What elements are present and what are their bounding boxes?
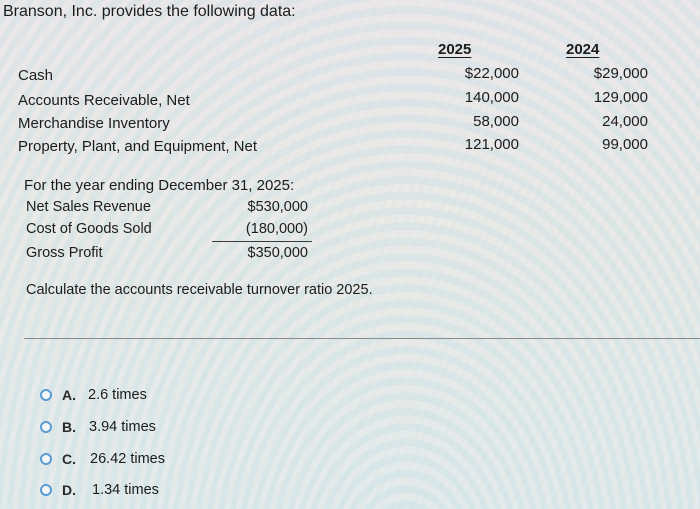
option-text: 1.34 times [92,482,159,498]
radio-button[interactable] [40,484,52,496]
value-2024: 24,000 [602,113,648,130]
income-row-value: (180,000) [245,221,308,237]
intro-text: Branson, Inc. provides the following data: [3,3,296,20]
value-2025: 140,000 [464,89,519,106]
option-text: 26.42 times [90,451,165,467]
radio-button[interactable] [40,453,52,465]
value-2024: 129,000 [593,89,648,106]
divider [24,338,700,339]
option-text: 3.94 times [89,419,156,435]
value-2024: 99,000 [602,136,648,153]
option-letter: A. [62,387,76,403]
row-label: Property, Plant, and Equipment, Net [18,138,258,155]
question-text: Calculate the accounts receivable turnover ratio 2025. [26,282,373,298]
radio-button[interactable] [40,421,52,433]
value-2024: $29,000 [593,65,648,82]
subtotal-rule [212,241,312,242]
income-row-label: Gross Profit [26,245,103,261]
income-row-value: $530,000 [247,199,308,215]
income-row-value: $350,000 [247,245,308,261]
income-row-label: Cost of Goods Sold [26,221,152,237]
value-2025: $22,000 [464,65,519,82]
value-2025: 121,000 [464,136,519,153]
option-letter: D. [62,482,76,498]
option-letter: C. [62,451,76,467]
year-header-2025: 2025 [438,41,472,58]
option-letter: B. [62,419,76,435]
radio-button[interactable] [40,389,52,401]
year-header-2024: 2024 [566,41,600,58]
income-row-label: Net Sales Revenue [26,199,151,215]
income-heading: For the year ending December 31, 2025: [24,177,295,194]
row-label: Cash [18,67,54,84]
option-text: 2.6 times [88,387,147,403]
row-label: Accounts Receivable, Net [18,92,190,109]
value-2025: 58,000 [473,113,519,130]
row-label: Merchandise Inventory [18,115,170,132]
